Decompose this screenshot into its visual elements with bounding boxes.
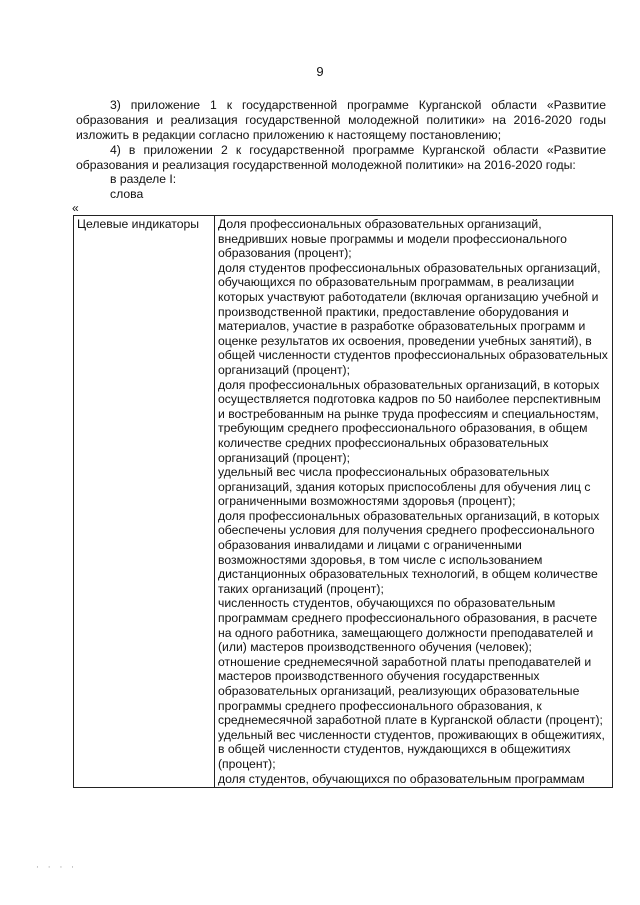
indicators-table (73, 215, 613, 788)
indicator-item: доля профессиональных образовательных организаций, в которых осуществляется подготовка кадров по 50 наиболее перспективным и востребованным на рынке труда профессиям и специальностям, требующим среднего профессионального образования, в общем количестве средних профессиональных образовательных организаций (процент); (218, 377, 601, 465)
indicator-item: доля профессиональных образовательных организаций, в которых обеспечены условия для получения среднего профессионального образования инвалидами и лицами с ограниченными возможностями здоровья, в том числе с использованием дистанционных образовательных технологий, в общем количестве таких организаций (процент); (218, 508, 600, 596)
open-quote-mark: « (72, 201, 79, 215)
indicator-item: численность студентов, обучающихся по образовательным программам среднего профессионального образования, в расчете на одного работника, замещающего должности преподавателей и (или) мастеров производственного обучения (человек); (218, 596, 598, 655)
paragraph-item-3: 3) приложение 1 к государственной программе Курганской области «Развитие образования и реализация государственной молодежной политики» на 2016-2020 годы изложить в редакции согласно приложению к настоящему постановлению; (76, 98, 606, 142)
indicator-item: доля студентов профессиональных образовательных организаций, обучающихся по образовательным программам, в реализации которых участвуют работодатели (включая организацию учебной и производственной практики, предоставление оборудования и материалов, участие в разработке образовательных программ и оценке результатов их освоения, проведении учебных занятий), в общей численности студентов профессиональных образовательных организаций (процент); (218, 260, 608, 377)
paragraph-item-4: 4) в приложении 2 к государственной программе Курганской области «Развитие образования и реализация государственной молодежной политики» на 2016-2020 годы: (76, 143, 606, 172)
paragraph-section-ref: в разделе I: (110, 172, 177, 186)
indicator-item: удельный вес числа профессиональных образовательных организаций, здания которых приспособлены для обучения лиц с ограниченными возможностями здоровья (процент); (218, 465, 591, 509)
scan-artifact: · · · · (36, 863, 78, 873)
paragraph-words: слова (110, 187, 144, 201)
indicators-label-cell: Целевые индикаторы (74, 216, 215, 788)
indicators-content-cell (215, 216, 613, 788)
indicator-item: удельный вес численности студентов, проживающих в общежитиях, в общей численности студентов, нуждающихся в общежитиях (процент); (218, 727, 605, 771)
indicator-item: отношение среднемесячной заработной платы преподавателей и мастеров производственного обучения государственных образовательных организаций, реализующих образовательные программы среднего профессионального образования, к среднемесячной заработной плате в Курганской области (процент); (218, 654, 603, 728)
page-number: 9 (316, 64, 324, 79)
indicator-item: Доля профессиональных образовательных организаций, внедривших новые программы и модели профессионального образования (процент); (218, 217, 567, 261)
table-row (74, 216, 613, 788)
indicator-item: доля студентов, обучающихся по образовательным программам (218, 771, 585, 786)
